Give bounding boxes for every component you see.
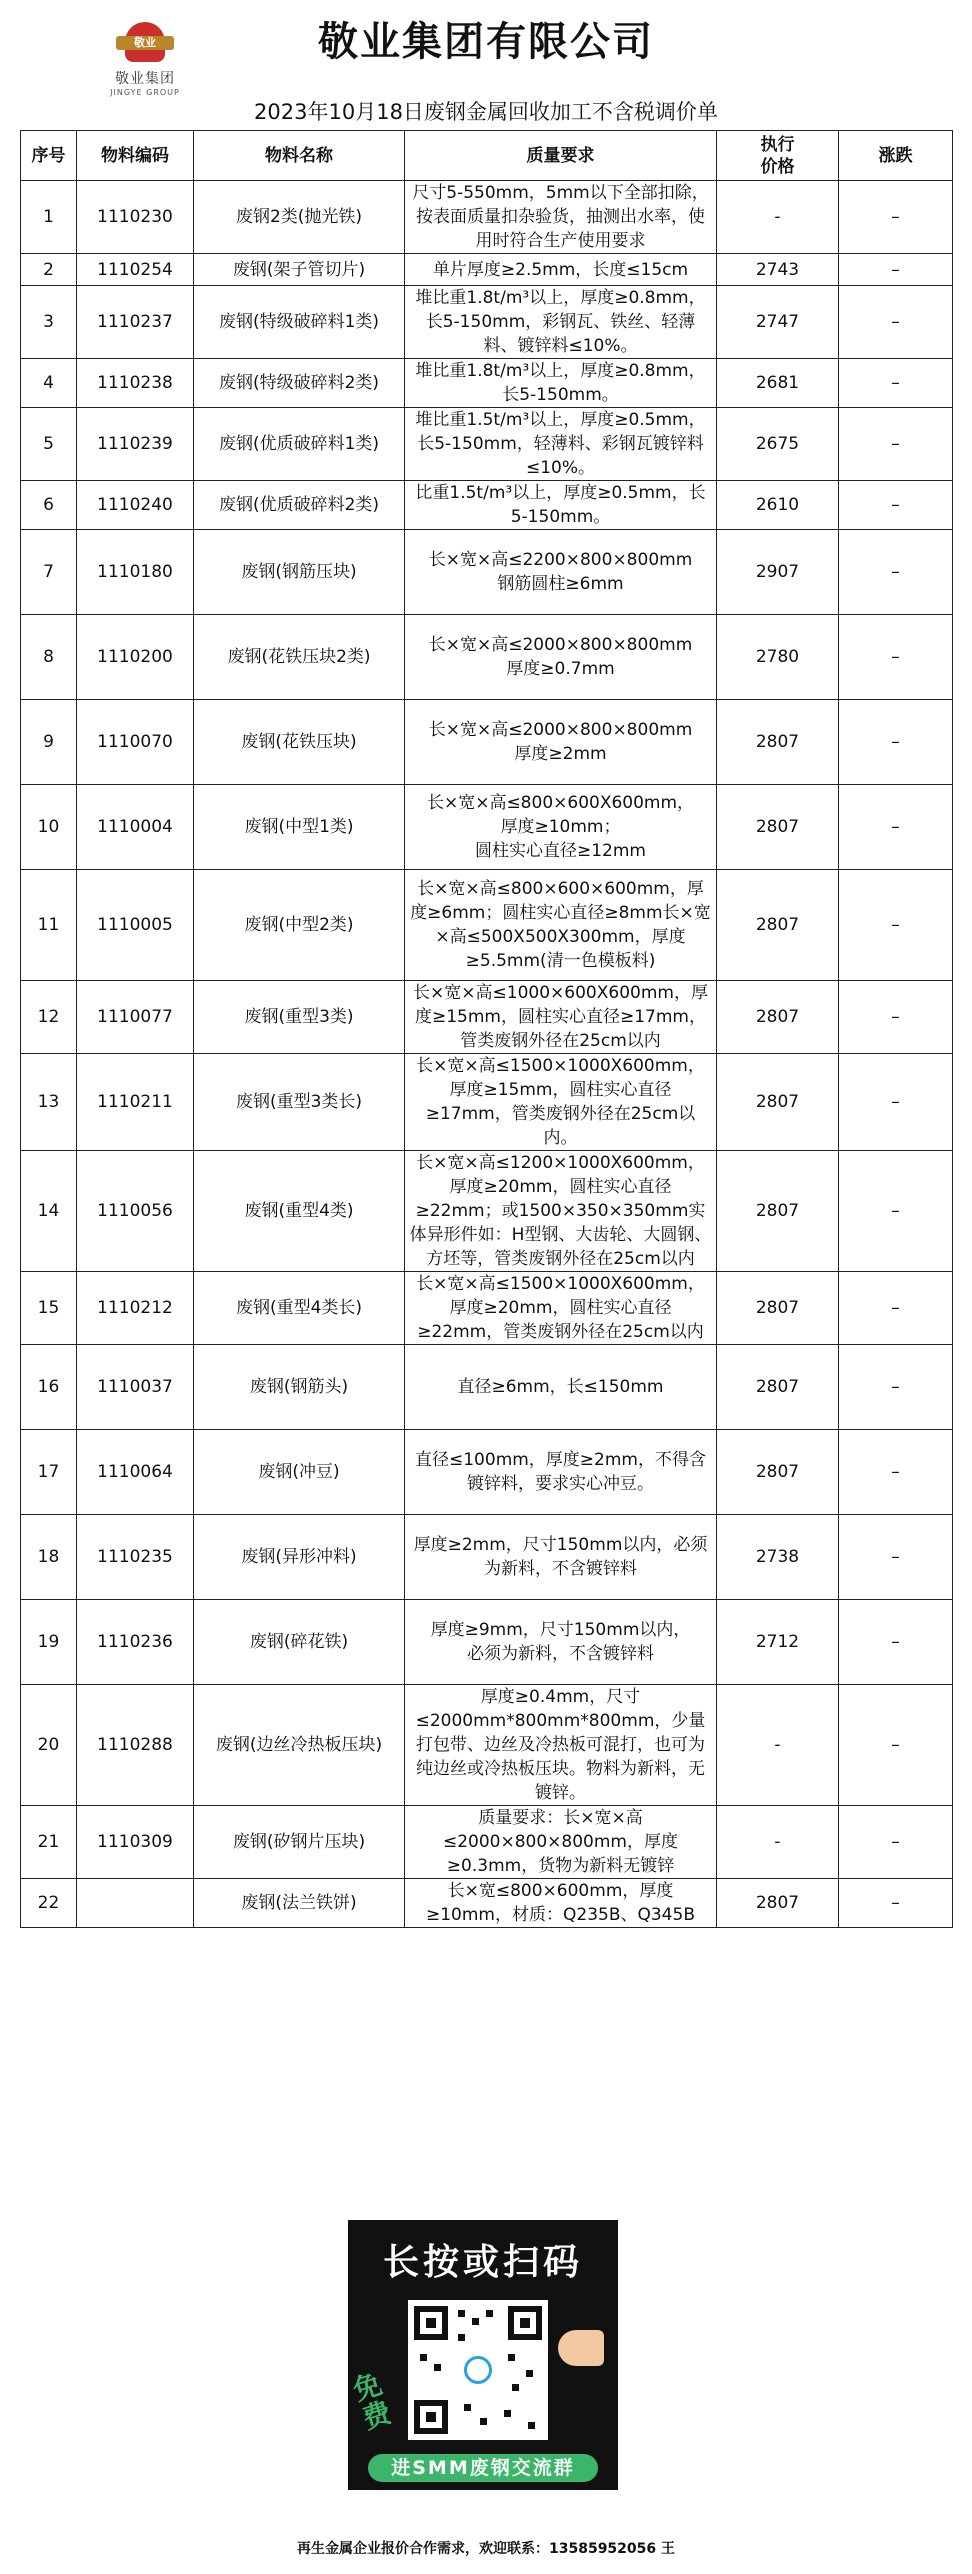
execution-price: 2738 xyxy=(717,1515,839,1600)
row-number: 6 xyxy=(21,481,77,530)
row-number: 2 xyxy=(21,254,77,286)
free-label: 免费 xyxy=(349,2367,396,2436)
material-name: 废钢(冲豆) xyxy=(194,1430,405,1515)
quality-requirement: 长×宽×高≤1500×1000X600mm，厚度≥15mm，圆柱实心直径≥17mm，管类废钢外径在25cm以内。 xyxy=(405,1054,717,1151)
quality-requirement: 长×宽×高≤2000×800×800mm 厚度≥0.7mm xyxy=(405,615,717,700)
table-row xyxy=(21,1600,953,1685)
material-name: 废钢(花铁压块2类) xyxy=(194,615,405,700)
table-row xyxy=(21,1054,953,1151)
price-change: – xyxy=(839,870,953,981)
execution-price: 2675 xyxy=(717,408,839,481)
material-code: 1110239 xyxy=(77,408,194,481)
quality-requirement: 厚度≥2mm，尺寸150mm以内，必须为新料，不含镀锌料 xyxy=(405,1515,717,1600)
row-number: 17 xyxy=(21,1430,77,1515)
material-name: 废钢(特级破碎料1类) xyxy=(194,286,405,359)
row-number: 10 xyxy=(21,785,77,870)
execution-price: 2807 xyxy=(717,1151,839,1272)
header-requirement: 质量要求 xyxy=(405,131,717,181)
execution-price: 2743 xyxy=(717,254,839,286)
table-row xyxy=(21,408,953,481)
execution-price: 2747 xyxy=(717,286,839,359)
row-number: 20 xyxy=(21,1685,77,1806)
material-name: 废钢(钢筋头) xyxy=(194,1345,405,1430)
quality-requirement: 长×宽×高≤800×600×600mm，厚度≥6mm；圆柱实心直径≥8mm长×宽×高≤500X500X300mm，厚度≥5.5mm(清一色模板料) xyxy=(405,870,717,981)
material-name: 废钢(优质破碎料1类) xyxy=(194,408,405,481)
price-change: – xyxy=(839,1806,953,1879)
material-code: 1110200 xyxy=(77,615,194,700)
row-number: 16 xyxy=(21,1345,77,1430)
quality-requirement: 长×宽×高≤1500×1000X600mm，厚度≥20mm，圆柱实心直径≥22mm，管类废钢外径在25cm以内 xyxy=(405,1272,717,1345)
quality-requirement: 厚度≥9mm，尺寸150mm以内， 必须为新料，不含镀锌料 xyxy=(405,1600,717,1685)
table-row xyxy=(21,254,953,286)
row-number: 13 xyxy=(21,1054,77,1151)
execution-price: 2681 xyxy=(717,359,839,408)
header-change: 涨跌 xyxy=(839,131,953,181)
material-name: 废钢(中型2类) xyxy=(194,870,405,981)
contact-line: 再生金属企业报价合作需求，欢迎联系：13585952056 王 xyxy=(296,2541,676,2557)
qr-promo-banner[interactable] xyxy=(348,2220,618,2490)
table-row xyxy=(21,981,953,1054)
price-change: – xyxy=(839,254,953,286)
material-name: 废钢(中型1类) xyxy=(194,785,405,870)
quality-requirement: 直径≤100mm，厚度≥2mm，不得含镀锌料，要求实心冲豆。 xyxy=(405,1430,717,1515)
row-number: 4 xyxy=(21,359,77,408)
table-row xyxy=(21,870,953,981)
material-name: 废钢(钢筋压块) xyxy=(194,530,405,615)
table-row xyxy=(21,1272,953,1345)
execution-price: 2807 xyxy=(717,785,839,870)
quality-requirement: 堆比重1.8t/m³以上，厚度≥0.8mm，长5-150mm，彩钢瓦、铁丝、轻薄料、镀锌料≤10%。 xyxy=(405,286,717,359)
table-row xyxy=(21,1685,953,1806)
material-code: 1110037 xyxy=(77,1345,194,1430)
execution-price: - xyxy=(717,181,839,254)
material-name: 废钢(花铁压块) xyxy=(194,700,405,785)
price-change: – xyxy=(839,981,953,1054)
material-name: 废钢(优质破碎料2类) xyxy=(194,481,405,530)
row-number: 9 xyxy=(21,700,77,785)
price-change: – xyxy=(839,1515,953,1600)
material-code: 1110236 xyxy=(77,1600,194,1685)
price-change: – xyxy=(839,1054,953,1151)
document-title: 2023年10月18日废钢金属回收加工不含税调价单 xyxy=(254,100,718,124)
material-name: 废钢(重型3类) xyxy=(194,981,405,1054)
table-row xyxy=(21,1345,953,1430)
material-code: 1110005 xyxy=(77,870,194,981)
quality-requirement: 长×宽×高≤1000×600X600mm，厚度≥15mm，圆柱实心直径≥17mm，管类废钢外径在25cm以内 xyxy=(405,981,717,1054)
quality-requirement: 直径≥6mm，长≤150mm xyxy=(405,1345,717,1430)
table-row xyxy=(21,700,953,785)
price-change: – xyxy=(839,1272,953,1345)
price-change: – xyxy=(839,1879,953,1928)
row-number: 21 xyxy=(21,1806,77,1879)
price-change: – xyxy=(839,530,953,615)
material-code: 1110309 xyxy=(77,1806,194,1879)
material-code: 1110211 xyxy=(77,1054,194,1151)
quality-requirement: 尺寸5-550mm，5mm以下全部扣除，按表面质量扣杂验货，抽测出水率，使用时符合生产使用要求 xyxy=(405,181,717,254)
execution-price: 2807 xyxy=(717,981,839,1054)
material-code: 1110077 xyxy=(77,981,194,1054)
material-name: 废钢(重型4类长) xyxy=(194,1272,405,1345)
table-header-row xyxy=(21,131,953,181)
price-change: – xyxy=(839,408,953,481)
price-change: – xyxy=(839,1430,953,1515)
material-name: 废钢(矽钢片压块) xyxy=(194,1806,405,1879)
execution-price: 2807 xyxy=(717,700,839,785)
header-name: 物料名称 xyxy=(194,131,405,181)
material-code: 1110254 xyxy=(77,254,194,286)
material-code: 1110180 xyxy=(77,530,194,615)
price-change: – xyxy=(839,286,953,359)
row-number: 7 xyxy=(21,530,77,615)
row-number: 5 xyxy=(21,408,77,481)
execution-price: 2712 xyxy=(717,1600,839,1685)
pointing-hand-icon xyxy=(558,2330,604,2366)
table-row xyxy=(21,481,953,530)
quality-requirement: 厚度≥0.4mm，尺寸≤2000mm*800mm*800mm，少量打包带、边丝及冷热板可混打，也可为纯边丝或冷热板压块。物料为新料，无镀锌。 xyxy=(405,1685,717,1806)
execution-price: 2807 xyxy=(717,1430,839,1515)
price-change: – xyxy=(839,700,953,785)
price-change: – xyxy=(839,1151,953,1272)
material-name: 废钢(边丝冷热板压块) xyxy=(194,1685,405,1806)
material-code: 1110230 xyxy=(77,181,194,254)
price-change: – xyxy=(839,785,953,870)
material-code: 1110288 xyxy=(77,1685,194,1806)
table-row xyxy=(21,359,953,408)
company-name: 敬业集团有限公司 xyxy=(318,19,654,65)
price-change: – xyxy=(839,1685,953,1806)
material-code: 1110237 xyxy=(77,286,194,359)
table-row xyxy=(21,1151,953,1272)
table-row xyxy=(21,785,953,870)
price-change: – xyxy=(839,1345,953,1430)
table-row xyxy=(21,1806,953,1879)
execution-price: - xyxy=(717,1685,839,1806)
table-row xyxy=(21,181,953,254)
price-change: – xyxy=(839,615,953,700)
execution-price: 2807 xyxy=(717,1272,839,1345)
promo-title: 长按或扫码 xyxy=(382,2242,583,2283)
material-name: 废钢(重型3类长) xyxy=(194,1054,405,1151)
material-name: 废钢(特级破碎料2类) xyxy=(194,359,405,408)
quality-requirement: 长×宽×高≤2000×800×800mm 厚度≥2mm xyxy=(405,700,717,785)
price-change: – xyxy=(839,481,953,530)
quality-requirement: 单片厚度≥2.5mm，长度≤15cm xyxy=(405,254,717,286)
table-row xyxy=(21,530,953,615)
table-row xyxy=(21,1879,953,1928)
quality-requirement: 长×宽×高≤800×600X600mm， 厚度≥10mm； 圆柱实心直径≥12mm xyxy=(405,785,717,870)
material-name: 废钢(重型4类) xyxy=(194,1151,405,1272)
quality-requirement: 堆比重1.8t/m³以上，厚度≥0.8mm，长5-150mm。 xyxy=(405,359,717,408)
row-number: 15 xyxy=(21,1272,77,1345)
material-code: 1110212 xyxy=(77,1272,194,1345)
material-name: 废钢(碎花铁) xyxy=(194,1600,405,1685)
header-price: 执行 价格 xyxy=(717,131,839,181)
price-change: – xyxy=(839,181,953,254)
logo-chinese-name: 敬业集团 xyxy=(115,71,175,87)
qr-center-logo-icon xyxy=(464,2356,492,2384)
row-number: 8 xyxy=(21,615,77,700)
table-row xyxy=(21,286,953,359)
price-change: – xyxy=(839,359,953,408)
material-code: 1110064 xyxy=(77,1430,194,1515)
header-code: 物料编码 xyxy=(77,131,194,181)
table-row xyxy=(21,1515,953,1600)
qr-code[interactable] xyxy=(408,2300,548,2440)
row-number: 22 xyxy=(21,1879,77,1928)
execution-price: 2780 xyxy=(717,615,839,700)
quality-requirement: 比重1.5t/m³以上，厚度≥0.5mm，长5-150mm。 xyxy=(405,481,717,530)
table-row xyxy=(21,1430,953,1515)
quality-requirement: 长×宽×高≤1200×1000X600mm，厚度≥20mm，圆柱实心直径≥22mm；或1500×350×350mm实体异形件如：H型钢、大齿轮、大圆钢、方坯等，管类废钢外径在25cm以内 xyxy=(405,1151,717,1272)
material-name: 废钢(异形冲料) xyxy=(194,1515,405,1600)
material-code xyxy=(77,1879,194,1928)
material-name: 废钢(法兰铁饼) xyxy=(194,1879,405,1928)
material-code: 1110070 xyxy=(77,700,194,785)
row-number: 14 xyxy=(21,1151,77,1272)
execution-price: 2807 xyxy=(717,1345,839,1430)
promo-footer: 进SMM废钢交流群 xyxy=(368,2454,598,2482)
row-number: 18 xyxy=(21,1515,77,1600)
execution-price: 2807 xyxy=(717,1879,839,1928)
row-number: 1 xyxy=(21,181,77,254)
material-code: 1110235 xyxy=(77,1515,194,1600)
logo-emblem-icon: 敬业 xyxy=(116,22,174,64)
material-code: 1110004 xyxy=(77,785,194,870)
execution-price: 2907 xyxy=(717,530,839,615)
logo-english-name: JINGYE GROUP xyxy=(110,88,180,97)
quality-requirement: 质量要求：长×宽×高≤2000×800×800mm，厚度≥0.3mm，货物为新料无镀锌 xyxy=(405,1806,717,1879)
table-row xyxy=(21,615,953,700)
quality-requirement: 长×宽≤800×600mm，厚度≥10mm，材质：Q235B、Q345B xyxy=(405,1879,717,1928)
material-name: 废钢2类(抛光铁) xyxy=(194,181,405,254)
quality-requirement: 长×宽×高≤2200×800×800mm 钢筋圆柱≥6mm xyxy=(405,530,717,615)
material-name: 废钢(架子管切片) xyxy=(194,254,405,286)
material-code: 1110240 xyxy=(77,481,194,530)
execution-price: 2807 xyxy=(717,1054,839,1151)
row-number: 12 xyxy=(21,981,77,1054)
row-number: 11 xyxy=(21,870,77,981)
quality-requirement: 堆比重1.5t/m³以上，厚度≥0.5mm，长5-150mm，轻薄料、彩钢瓦镀锌料≤10%。 xyxy=(405,408,717,481)
header-no: 序号 xyxy=(21,131,77,181)
execution-price: - xyxy=(717,1806,839,1879)
row-number: 3 xyxy=(21,286,77,359)
price-table xyxy=(20,130,953,1928)
execution-price: 2610 xyxy=(717,481,839,530)
page-header xyxy=(0,0,972,128)
material-code: 1110238 xyxy=(77,359,194,408)
price-change: – xyxy=(839,1600,953,1685)
material-code: 1110056 xyxy=(77,1151,194,1272)
row-number: 19 xyxy=(21,1600,77,1685)
execution-price: 2807 xyxy=(717,870,839,981)
